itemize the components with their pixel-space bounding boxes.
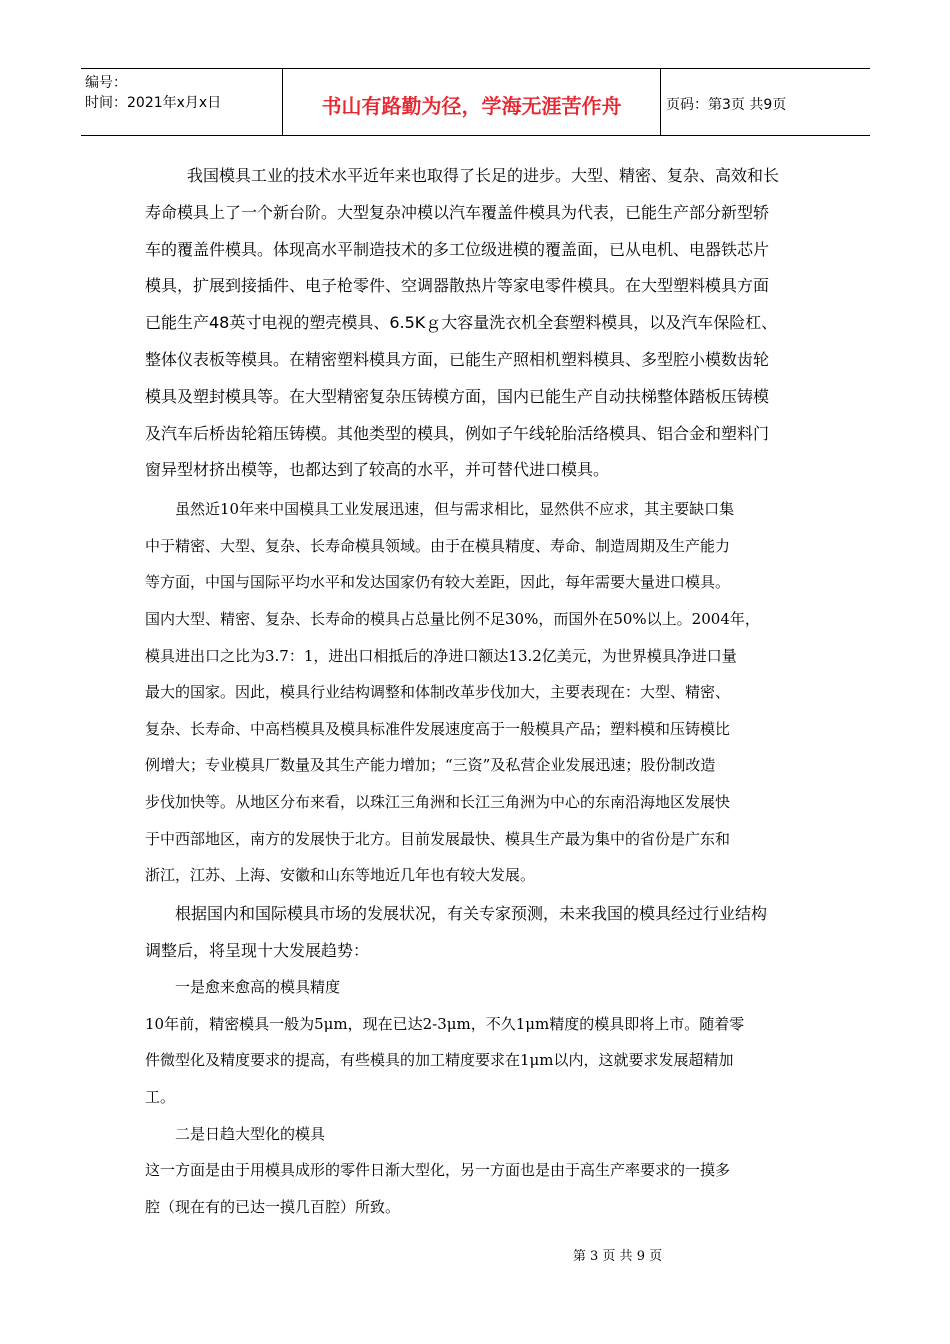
paragraph-supply-demand <box>145 491 809 894</box>
text-line: 模具及塑封模具等。在大型精密复杂压铸模方面，国内已能生产自动扶梯整体踏板压铸模 <box>145 386 770 406</box>
text-line: 复杂、长寿命、中高档模具及模具标准件发展速度高于一般模具产品；塑料模和压铸模比 <box>145 719 731 738</box>
text-line: 国内大型、精密、复杂、长寿命的模具占总量比例不足30%，而国外在50%以上。2004年， <box>145 609 760 628</box>
paragraph-large-scale <box>145 1152 809 1225</box>
text-line: 10年前，精密模具一般为5μm，现在已达2-3μm，不久1μm精度的模具即将上市。随着零 <box>145 1014 745 1033</box>
paragraph-trend-intro <box>145 896 809 970</box>
text-line: 中于精密、大型、复杂、长寿命模具领域。由于在模具精度、寿命、制造周期及生产能力 <box>145 536 731 555</box>
text-line: 这一方面是由于用模具成形的零件日渐大型化，另一方面也是由于高生产率要求的一摸多 <box>145 1161 731 1180</box>
text-line: 于中西部地区，南方的发展快于北方。目前发展最快、模具生产最为集中的省份是广东和 <box>145 829 731 848</box>
text-line: 腔（现在有的已达一摸几百腔）所致。 <box>145 1197 401 1216</box>
paragraph-precision <box>145 1006 809 1116</box>
text-line: 例增大；专业模具厂数量及其生产能力增加；“三资”及私营企业发展迅速；股份制改造 <box>145 756 716 775</box>
text-line: 步伐加快等。从地区分布来看，以珠江三角洲和长江三角洲为中心的东南沿海地区发展快 <box>145 792 731 811</box>
text-line: 模具进出口之比为3.7：1，进出口相抵后的净进口额达13.2亿美元，为世界模具净进口量 <box>145 646 737 665</box>
text-line: 模具，扩展到接插件、电子枪零件、空调器散热片等家电零件模具。在大型塑料模具方面 <box>145 276 770 296</box>
section-heading-precision <box>145 969 809 1006</box>
section-heading-large-scale <box>145 1116 809 1153</box>
text-line: 等方面，中国与国际平均水平和发达国家仍有较大差距，因此，每年需要大量进口模具。 <box>145 573 731 592</box>
text-line: 调整后，将呈现十大发展趋势： <box>145 940 370 960</box>
document-number-label: 编号： <box>85 75 127 91</box>
text-line: 件微型化及精度要求的提高，有些模具的加工精度要求在1μm以内，这就要求发展超精加 <box>145 1051 734 1070</box>
text-line: 工。 <box>145 1088 176 1107</box>
text-line: 我国模具工业的技术水平近年来也取得了长足的进步。大型、精密、复杂、高效和长 <box>187 166 780 185</box>
header-motto: 书山有路勤为径，学海无涯苦作舟 <box>283 69 661 135</box>
header-info-cell <box>81 69 283 135</box>
paragraph-technology-level <box>145 158 809 489</box>
text-line: 车的覆盖件模具。体现高水平制造技术的多工位级进模的覆盖面，已从电机、电器铁芯片 <box>145 239 770 259</box>
text-line: 及汽车后桥齿轮箱压铸模。其他类型的模具，例如子午线轮胎活络模具、铝合金和塑料门 <box>145 423 770 443</box>
text-line: 浙江，江苏、上海、安徽和山东等地近几年也有较大发展。 <box>145 866 536 885</box>
text-line: 已能生产48英寸电视的塑壳模具、6.5Kｇ大容量洗衣机全套塑料模具，以及汽车保险杠、 <box>145 313 778 333</box>
document-date-label: 时间：2021年x月x日 <box>85 95 222 111</box>
text-line: 最大的国家。因此，模具行业结构调整和体制改革步伐加大，主要表现在：大型、精密、 <box>145 683 731 702</box>
page-header <box>81 68 870 136</box>
text-line: 根据国内和国际模具市场的发展状况，有关专家预测，未来我国的模具经过行业结构 <box>175 903 768 923</box>
text-line: 寿命模具上了一个新台阶。大型复杂冲模以汽车覆盖件模具为代表，已能生产部分新型轿 <box>145 202 770 222</box>
heading-text: 一是愈来愈高的模具精度 <box>175 978 341 997</box>
text-line: 整体仪表板等模具。在精密塑料模具方面，已能生产照相机塑料模具、多型腔小模数齿轮 <box>145 349 770 369</box>
page-footer: 第 3 页 共 9 页 <box>572 1249 663 1264</box>
text-line: 窗异型材挤出模等，也都达到了较高的水平，并可替代进口模具。 <box>145 460 610 480</box>
header-page-number: 页码：第3页 共9页 <box>666 97 787 113</box>
document-body <box>145 158 809 1225</box>
heading-text: 二是日趋大型化的模具 <box>175 1124 326 1143</box>
text-line: 虽然近10年来中国模具工业发展迅速，但与需求相比，显然供不应求，其主要缺口集 <box>175 500 735 519</box>
